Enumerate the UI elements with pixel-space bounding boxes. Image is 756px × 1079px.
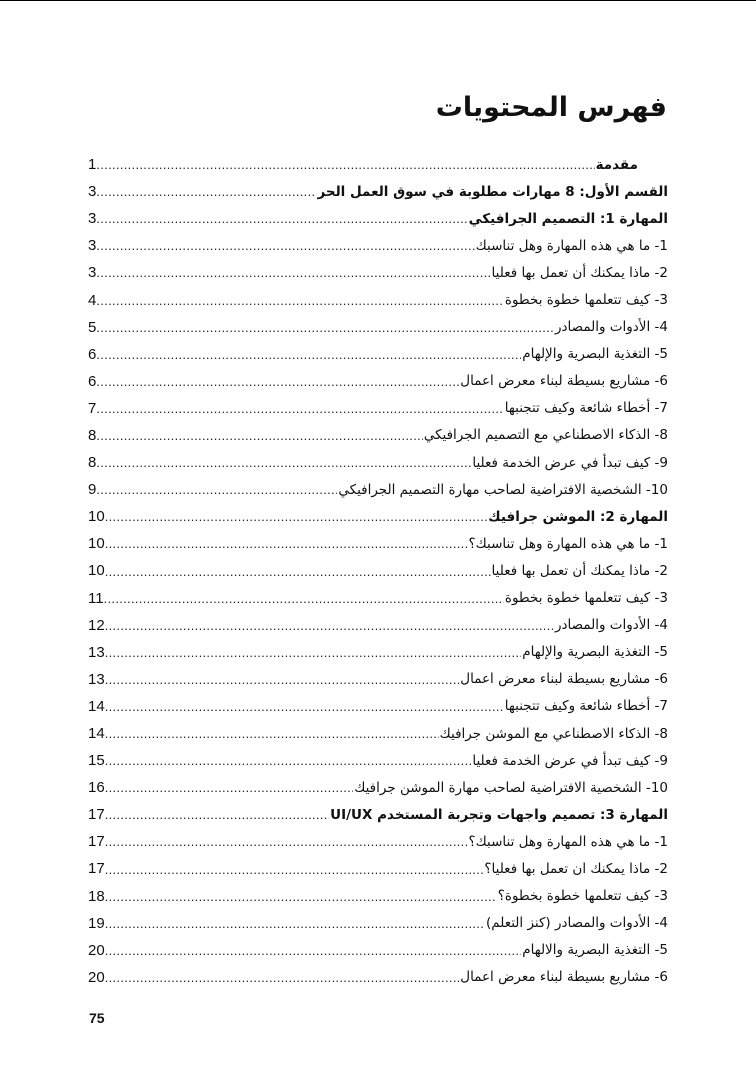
toc-page-number: 19: [88, 914, 105, 932]
toc-dot-leader: [104, 592, 504, 612]
toc-entry-label: 1- ما هي هذه المهارة وهل تناسبك؟: [468, 833, 668, 850]
toc-entry-label: 6- مشاريع بسيطة لبناء معرض اعمال: [460, 671, 668, 688]
toc-dot-leader: [105, 917, 485, 937]
toc-dot-leader: [105, 754, 472, 774]
page-top-border: [0, 0, 756, 1]
toc-dot-leader: [105, 510, 488, 530]
toc-entry-label: 4- الأدوات والمصادر: [554, 319, 668, 336]
toc-entry[interactable]: [88, 232, 668, 259]
toc-heading-entry[interactable]: [88, 151, 668, 178]
page-title: فهرس المحتويات: [435, 92, 667, 123]
toc-dot-leader: [105, 835, 468, 855]
toc-entry-label: المهارة 1: التصميم الجرافيكي: [468, 210, 668, 227]
toc-page-number: 3: [88, 264, 97, 282]
toc-page-number: 10: [88, 508, 105, 526]
toc-dot-leader: [105, 808, 329, 828]
toc-page-number: 16: [88, 779, 105, 797]
toc-entry-label: المهارة 3: تصميم واجهات وتجربة المستخدم UI/UX: [330, 806, 668, 823]
toc-entry-label: 7- أخطاء شائعة وكيف تتجنبها: [504, 400, 668, 417]
toc-dot-leader: [105, 565, 491, 585]
toc-entry-label: 10- الشخصية الافتراضية لصاحب مهارة الموشن جرافيك: [354, 779, 668, 796]
toc-dot-leader: [96, 402, 503, 422]
toc-dot-leader: [96, 321, 554, 341]
toc-entry[interactable]: [88, 476, 668, 503]
toc-dot-leader: [105, 727, 439, 747]
toc-entry-label: 4- الأدوات والمصادر (كنز التعلم): [486, 915, 668, 932]
toc-dot-leader: [96, 266, 490, 286]
toc-entry-label: 9- كيف تبدأ في عرض الخدمة فعليا: [472, 752, 668, 769]
toc-dot-leader: [105, 781, 354, 801]
toc-dot-leader: [105, 537, 468, 557]
toc-page-number: 6: [88, 372, 97, 390]
toc-entry[interactable]: [88, 585, 668, 612]
toc-page-number: 20: [88, 941, 105, 959]
toc-entry[interactable]: [88, 855, 668, 882]
toc-entry-label: 2- ماذا يمكنك أن تعمل بها فعليا: [491, 264, 668, 281]
toc-dot-leader: [105, 944, 522, 964]
toc-entry[interactable]: [88, 286, 668, 313]
toc-entry-label: 8- الذكاء الاصطناعي مع التصميم الجرافيكي: [423, 427, 668, 444]
toc-page-number: 20: [88, 968, 105, 986]
toc-entry-label: 1- ما هي هذه المهارة وهل تناسبك: [475, 237, 668, 254]
toc-entry-label: القسم الأول: 8 مهارات مطلوبة في سوق العمل الحر: [317, 183, 668, 200]
toc-entry[interactable]: [88, 747, 668, 774]
toc-entry-label: 3- كيف تتعلمها خطوة بخطوة: [504, 590, 668, 607]
toc-page-number: 8: [88, 426, 97, 444]
toc-dot-leader: [96, 239, 474, 259]
toc-dot-leader: [105, 863, 484, 883]
toc-entry-label: 3- كيف تتعلمها خطوة بخطوة: [504, 292, 668, 309]
toc-page-number: 3: [88, 210, 97, 228]
toc-page-number: 15: [88, 752, 105, 770]
toc-page-number: 14: [88, 725, 105, 743]
toc-page-number: 10: [88, 562, 105, 580]
toc-entry[interactable]: [88, 395, 668, 422]
toc-entry-label: 4- الأدوات والمصادر: [554, 617, 668, 634]
toc-entry[interactable]: [88, 828, 668, 855]
toc-entry[interactable]: [88, 937, 668, 964]
toc-dot-leader: [96, 158, 594, 178]
toc-entry[interactable]: [88, 368, 668, 395]
toc-entry-label: 9- كيف تبدأ في عرض الخدمة فعليا: [472, 454, 668, 471]
toc-dot-leader: [105, 673, 460, 693]
toc-page-number: 10: [88, 535, 105, 553]
toc-entry[interactable]: [88, 964, 668, 991]
toc-page-number: 13: [88, 670, 105, 688]
toc-heading-entry[interactable]: [88, 178, 668, 205]
toc-page-number: 3: [88, 237, 97, 255]
toc-entry-label: 3- كيف تتعلمها خطوة بخطوة؟: [497, 888, 668, 905]
toc-page-number: 17: [88, 833, 105, 851]
toc-page-number: 6: [88, 345, 97, 363]
toc-entry-label: 6- مشاريع بسيطة لبناء معرض اعمال: [460, 969, 668, 986]
table-of-contents: [88, 151, 668, 991]
toc-page-number: 12: [88, 616, 105, 634]
toc-entry-label: 2- ماذا يمكنك أن تعمل بها فعليا: [491, 562, 668, 579]
toc-entry[interactable]: [88, 314, 668, 341]
toc-entry[interactable]: [88, 883, 668, 910]
toc-entry[interactable]: [88, 720, 668, 747]
toc-entry[interactable]: [88, 557, 668, 584]
toc-page-number: 11: [88, 589, 104, 607]
toc-entry-label: 7- أخطاء شائعة وكيف تتجنبها: [504, 698, 668, 715]
toc-dot-leader: [105, 890, 497, 910]
toc-entry-label: 5- التغذية البصرية والالهام: [522, 942, 668, 959]
toc-entry-label: مقدمة: [595, 156, 638, 173]
toc-page-number: 9: [88, 481, 97, 499]
toc-entry[interactable]: [88, 666, 668, 693]
toc-entry[interactable]: [88, 612, 668, 639]
toc-entry[interactable]: [88, 774, 668, 801]
toc-dot-leader: [96, 375, 459, 395]
toc-page-number: 3: [88, 183, 97, 201]
toc-entry-label: 8- الذكاء الاصطناعي مع الموشن جرافيك: [439, 725, 668, 742]
toc-entry-label: 5- التغذية البصرية والإلهام: [522, 346, 668, 363]
footer-page-number: 75: [89, 1010, 105, 1026]
toc-entry-label: 2- ماذا يمكنك ان تعمل بها فعليا؟: [484, 860, 668, 877]
toc-page-number: 5: [88, 318, 97, 336]
toc-entry[interactable]: [88, 449, 668, 476]
toc-page-number: 8: [88, 454, 97, 472]
toc-entry-label: 1- ما هي هذه المهارة وهل تناسبك؟: [468, 535, 668, 552]
toc-dot-leader: [96, 212, 467, 232]
toc-heading-entry[interactable]: [88, 205, 668, 232]
toc-page-number: 4: [88, 291, 97, 309]
toc-entry[interactable]: [88, 530, 668, 557]
toc-dot-leader: [105, 619, 554, 639]
toc-dot-leader: [105, 646, 522, 666]
toc-dot-leader: [96, 429, 422, 449]
toc-heading-entry[interactable]: [88, 801, 668, 828]
toc-dot-leader: [96, 185, 316, 205]
toc-page-number: 17: [88, 806, 105, 824]
toc-page-number: 13: [88, 643, 105, 661]
toc-entry[interactable]: [88, 693, 668, 720]
toc-dot-leader: [105, 700, 504, 720]
toc-page-number: 7: [88, 399, 97, 417]
toc-entry-label: 5- التغذية البصرية والإلهام: [522, 644, 668, 661]
toc-entry[interactable]: [88, 639, 668, 666]
toc-dot-leader: [96, 294, 504, 314]
toc-heading-entry[interactable]: [88, 503, 668, 530]
toc-entry[interactable]: [88, 341, 668, 368]
toc-entry-label: 10- الشخصية الافتراضية لصاحب مهارة التصميم الجرافيكي: [338, 481, 668, 498]
toc-page-number: 18: [88, 887, 105, 905]
toc-entry[interactable]: [88, 422, 668, 449]
toc-dot-leader: [105, 971, 460, 991]
toc-dot-leader: [96, 348, 521, 368]
toc-dot-leader: [96, 483, 337, 503]
toc-dot-leader: [96, 456, 471, 476]
toc-page-number: 1: [88, 156, 97, 174]
toc-page-number: 14: [88, 697, 105, 715]
toc-entry[interactable]: [88, 910, 668, 937]
toc-entry-label: 6- مشاريع بسيطة لبناء معرض اعمال: [460, 373, 668, 390]
toc-entry-label: المهارة 2: الموشن جرافيك: [488, 508, 668, 525]
toc-entry[interactable]: [88, 259, 668, 286]
toc-page-number: 17: [88, 860, 105, 878]
